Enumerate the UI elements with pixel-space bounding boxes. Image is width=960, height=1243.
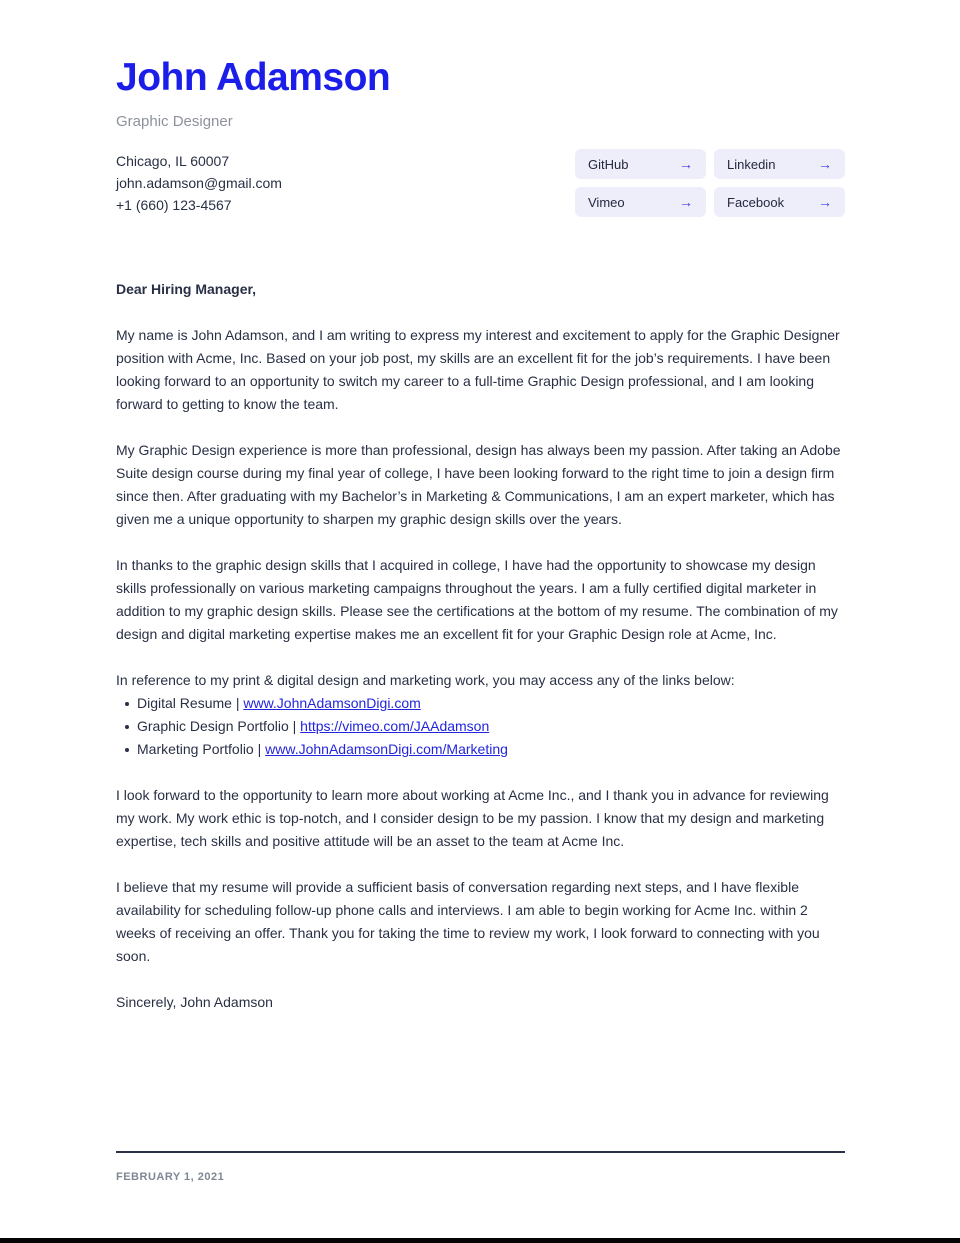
paragraph-closing-1: I look forward to the opportunity to learn more about working at Acme Inc., and I thank you in advance for reviewing my work. My work ethic is top-notch, and I consider design to be my passion. I know that my design and marketing expertise, tech skills and positive attitude will be an asset to the team at Acme Inc. bbox=[116, 787, 829, 849]
arrow-right-icon: → bbox=[818, 156, 832, 172]
social-links-grid bbox=[575, 149, 845, 217]
contact-email: john.adamson@gmail.com bbox=[116, 175, 282, 191]
link-item-separator: | bbox=[292, 718, 301, 734]
links-intro: In reference to my print & digital design and marketing work, you may access any of the links below: bbox=[116, 672, 735, 688]
marketing-portfolio-link[interactable]: www.JohnAdamsonDigi.com/Marketing bbox=[265, 741, 508, 757]
contact-info bbox=[116, 150, 282, 216]
vimeo-link-button[interactable] bbox=[575, 187, 706, 217]
contact-phone: +1 (660) 123-4567 bbox=[116, 197, 232, 213]
portfolio-links-list bbox=[116, 692, 845, 761]
github-link-button[interactable] bbox=[575, 149, 706, 179]
arrow-right-icon: → bbox=[818, 194, 832, 210]
list-item bbox=[116, 715, 845, 738]
page-title: John Adamson bbox=[116, 56, 391, 99]
link-item-separator: | bbox=[257, 741, 266, 757]
paragraph-experience: My Graphic Design experience is more than professional, design has always been my passion. After taking an Adobe Suite design course during my final year of college, I have been looking forward to the right time to join a design firm since then. After graduating with my Bachelor’s in Marketing & Communications, I am an expert marketer, which has given me a unique opportunity to sharpen my graphic design skills over the years. bbox=[116, 442, 841, 527]
facebook-link-label: Facebook bbox=[727, 194, 785, 210]
linkedin-link-button[interactable] bbox=[714, 149, 845, 179]
arrow-right-icon: → bbox=[679, 156, 693, 172]
paragraph-intro: My name is John Adamson, and I am writing to express my interest and excitement to apply for the Graphic Designer position with Acme, Inc. Based on your job post, my skills are an excellent fit for the job’s requirements. I have been looking forward to an opportunity to switch my career to a full-time Graphic Design professional, and I am looking forward to getting to know the team. bbox=[116, 327, 840, 412]
link-item-label: Graphic Design Portfolio bbox=[137, 718, 289, 734]
paragraph-skills: In thanks to the graphic design skills that I acquired in college, I have had the opportunity to showcase my design skills professionally on various marketing campaigns throughout the years. I am a fully certified digital marketer in addition to my graphic design skills. Please see the certifications at the bottom of my resume. The combination of my design and digital marketing expertise makes me an excellent fit for your Graphic Design role at Acme, Inc. bbox=[116, 557, 838, 642]
linkedin-link-label: Linkedin bbox=[727, 156, 776, 172]
paragraph-closing-2: I believe that my resume will provide a sufficient basis of conversation regarding next steps, and I have flexible availability for scheduling follow-up phone calls and interviews. I am able to begin working for Acme Inc. within 2 weeks of receiving an offer. Thank you for taking the time to review my work, I look forward to connecting with you soon. bbox=[116, 879, 820, 964]
digital-resume-link[interactable]: www.JohnAdamsonDigi.com bbox=[243, 695, 421, 711]
letter-date: FEBRUARY 1, 2021 bbox=[116, 1171, 225, 1183]
list-item bbox=[116, 692, 845, 715]
design-portfolio-link[interactable]: https://vimeo.com/JAAdamson bbox=[300, 718, 490, 734]
contact-location: Chicago, IL 60007 bbox=[116, 153, 230, 169]
signoff: Sincerely, John Adamson bbox=[116, 994, 273, 1010]
footer bbox=[116, 1151, 845, 1183]
salutation: Dear Hiring Manager, bbox=[116, 281, 257, 297]
vimeo-link-label: Vimeo bbox=[588, 194, 625, 210]
link-item-separator: | bbox=[235, 695, 244, 711]
list-item bbox=[116, 738, 845, 761]
link-item-label: Marketing Portfolio bbox=[137, 741, 254, 757]
github-link-label: GitHub bbox=[588, 156, 629, 172]
link-item-label: Digital Resume bbox=[137, 695, 232, 711]
bottom-edge-bar bbox=[0, 1238, 960, 1243]
facebook-link-button[interactable] bbox=[714, 187, 845, 217]
letter-body bbox=[116, 278, 845, 1014]
job-title-subtitle: Graphic Designer bbox=[116, 113, 233, 130]
arrow-right-icon: → bbox=[679, 194, 693, 210]
